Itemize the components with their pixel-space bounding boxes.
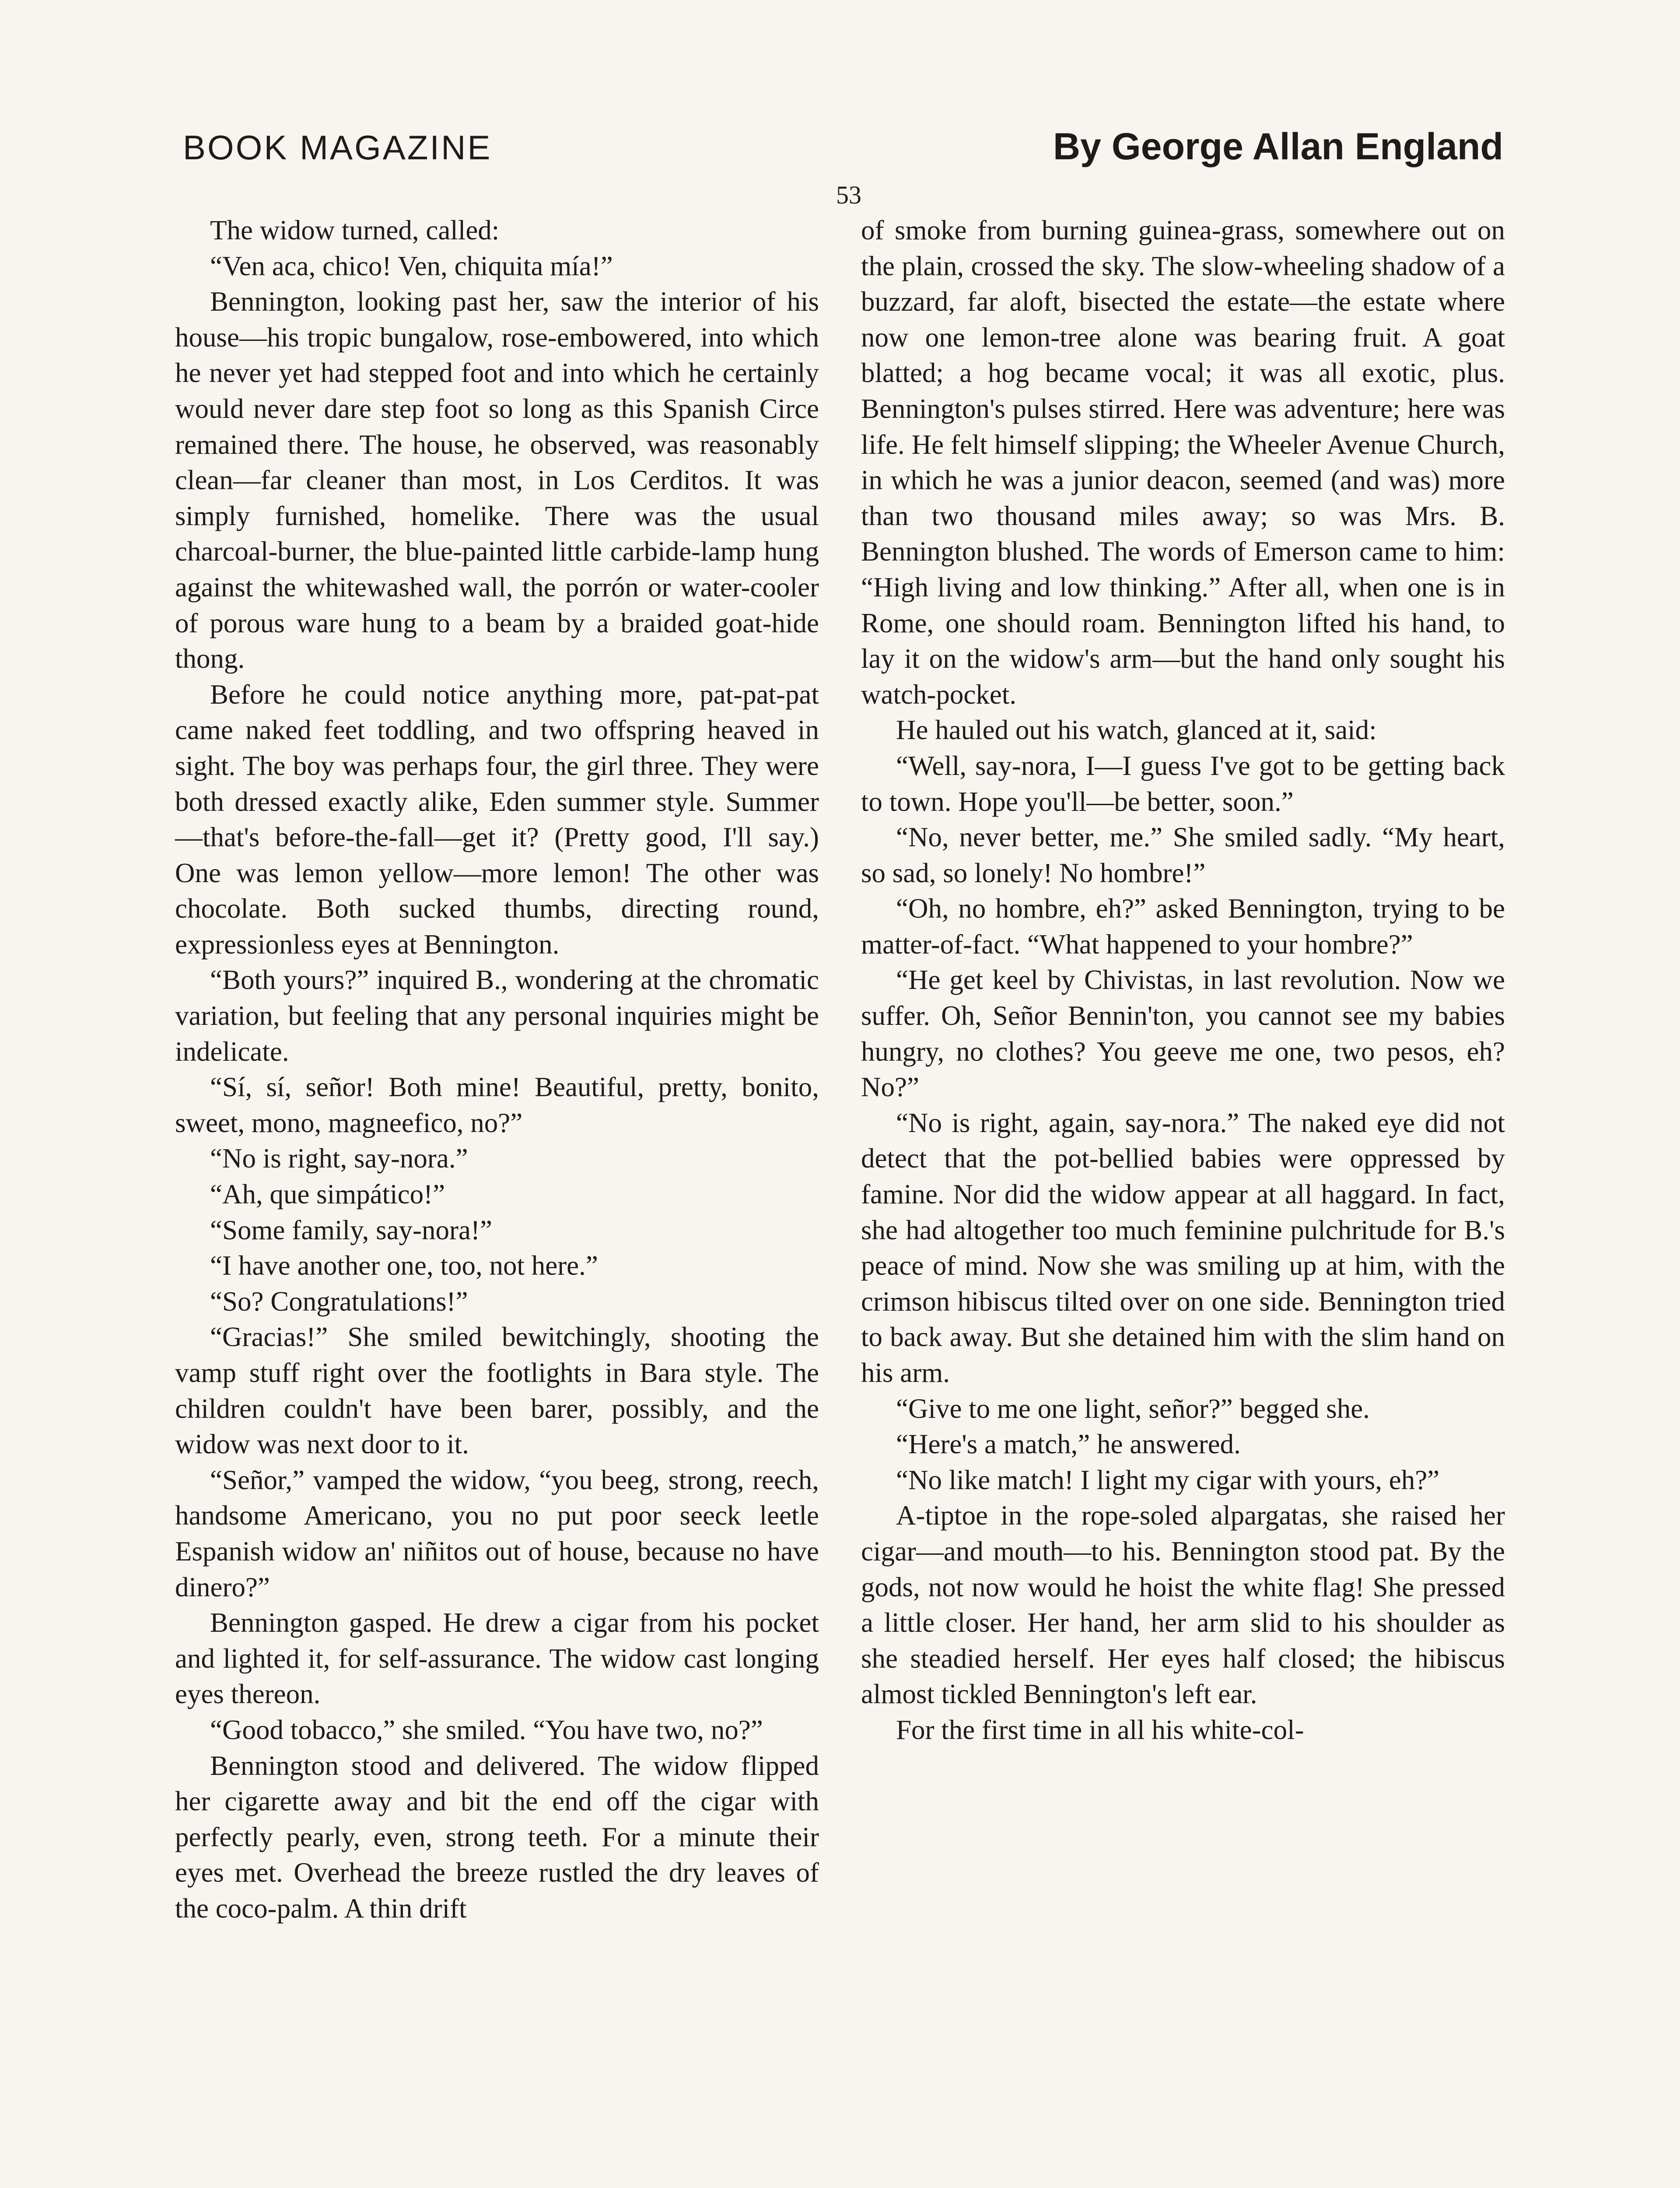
paragraph: “Good tobacco,” she smiled. “You have two, no?” xyxy=(210,1714,763,1745)
paragraph: “Ah, que simpático!” xyxy=(210,1179,445,1210)
paragraph: “I have another one, too, not here.” xyxy=(210,1250,598,1281)
paragraph: For the first time in all his white-col- xyxy=(896,1714,1304,1745)
paragraph: “Both yours?” inquired B., wondering at the chromatic variation, but feeling that any personal inquiries might be indelicate. xyxy=(175,964,819,1067)
page-number: 53 xyxy=(836,181,861,209)
paragraph: “Some family, say-nora!” xyxy=(210,1214,492,1245)
paragraph: He hauled out his watch, glanced at it, said: xyxy=(896,715,1377,746)
paragraph: “Well, say-nora, I—I guess I've got to be getting back to town. Hope you'll—be better, soon.” xyxy=(861,750,1505,817)
paragraph: “Gracias!” She smiled bewitchingly, shooting the vamp stuff right over the footlights in Bara style. The children couldn't have been barer, possibly, and the widow was next door to it. xyxy=(175,1322,819,1460)
right-column xyxy=(861,213,1505,1748)
left-column xyxy=(175,213,819,1927)
paragraph: “Here's a match,” he answered. xyxy=(896,1429,1241,1460)
paragraph: Bennington stood and delivered. The widow flipped her cigarette away and bit the end off the cigar with perfectly pearly, even, strong teeth. For a minute their eyes met. Overhead the breeze rustled the dry leaves of the coco-palm. A thin drift xyxy=(175,1750,819,1924)
paragraph: “Oh, no hombre, eh?” asked Bennington, trying to be matter-of-fact. “What happened to your hombre?” xyxy=(861,893,1505,960)
paragraph: The widow turned, called: xyxy=(210,215,500,245)
paragraph: “No, never better, me.” She smiled sadly. “My heart, so sad, so lonely! No hombre!” xyxy=(861,822,1505,888)
paragraph: “Sí, sí, señor! Both mine! Beautiful, pretty, bonito, sweet, mono, magneefico, no?” xyxy=(175,1072,819,1138)
paragraph: Bennington gasped. He drew a cigar from his pocket and lighted it, for self-assurance. The widow cast longing eyes thereon. xyxy=(175,1607,819,1710)
paragraph: “Señor,” vamped the widow, “you beeg, strong, reech, handsome Americano, you no put poor seeck leetle Espanish widow an' niñitos out of house, because no have dinero?” xyxy=(175,1464,819,1602)
paragraph: “No is right, again, say-nora.” The naked eye did not detect that the pot-bellied babies were oppressed by famine. Nor did the widow appear at all haggard. In fact, she had altogether too much feminine pulchritude for B.'s peace of mind. Now she was smiling up at him, with the crimson hibiscus tilted over on one side. Bennington tried to back away. But she detained him with the slim hand on his arm. xyxy=(861,1107,1505,1388)
paragraph: Bennington, looking past her, saw the interior of his house—his tropic bungalow, rose-embowered, into which he never yet had stepped foot and into which he certainly would never dare step foot so long as this Spanish Circe remained there. The house, he observed, was reasonably clean—far cleaner than most, in Los Cerditos. It was simply furnished, homelike. There was the usual charcoal-burner, the blue-painted little carbide-lamp hung against the whitewashed wall, the porrón or water-cooler of porous ware hung to a beam by a braided goat-hide thong. xyxy=(175,286,819,674)
running-header-author: By George Allan England xyxy=(1053,126,1503,168)
paragraph: “Give to me one light, señor?” begged she. xyxy=(896,1393,1370,1424)
paragraph: A-tiptoe in the rope-soled alpargatas, she raised her cigar—and mouth—to his. Bennington stood pat. By the gods, not now would he hoist the white flag! She pressed a little closer. Her hand, her arm slid to his shoulder as she steadied herself. Her eyes half closed; the hibiscus almost tickled Bennington's left ear. xyxy=(861,1500,1505,1710)
paragraph: “So? Congratulations!” xyxy=(210,1286,468,1317)
paragraph: “No is right, say-nora.” xyxy=(210,1143,468,1174)
paragraph: Before he could notice anything more, pat-pat-pat came naked feet toddling, and two offspring heaved in sight. The boy was perhaps four, the girl three. They were both dressed exactly alike, Eden summer style. Summer—that's before-the-fall—get it? (Pretty good, I'll say.) One was lemon yellow—more lemon! The other was chocolate. Both sucked thumbs, directing round, expressionless eyes at Bennington. xyxy=(175,679,819,960)
paragraph: “Ven aca, chico! Ven, chiquita mía!” xyxy=(210,250,613,281)
running-header-magazine: BOOK MAGAZINE xyxy=(183,128,492,167)
paragraph: “No like match! I light my cigar with yours, eh?” xyxy=(896,1464,1440,1495)
paragraph: of smoke from burning guinea-grass, somewhere out on the plain, crossed the sky. The slow-wheeling shadow of a buzzard, far aloft, bisected the estate—the estate where now one lemon-tree alone was bearing fruit. A goat blatted; a hog became vocal; it was all exotic, plus. Bennington's pulses stirred. Here was adventure; here was life. He felt himself slipping; the Wheeler Avenue Church, in which he was a junior deacon, seemed (and was) more than two thousand miles away; so was Mrs. B. Bennington blushed. The words of Emerson came to him: “High living and low thinking.” After all, when one is in Rome, one should roam. Bennington lifted his hand, to lay it on the widow's arm—but the hand only sought his watch-pocket. xyxy=(861,215,1505,710)
paragraph: “He get keel by Chivistas, in last revolution. Now we suffer. Oh, Señor Bennin'ton, you cannot see my babies hungry, no clothes? You geeve me one, two pesos, eh? No?” xyxy=(861,964,1505,1103)
